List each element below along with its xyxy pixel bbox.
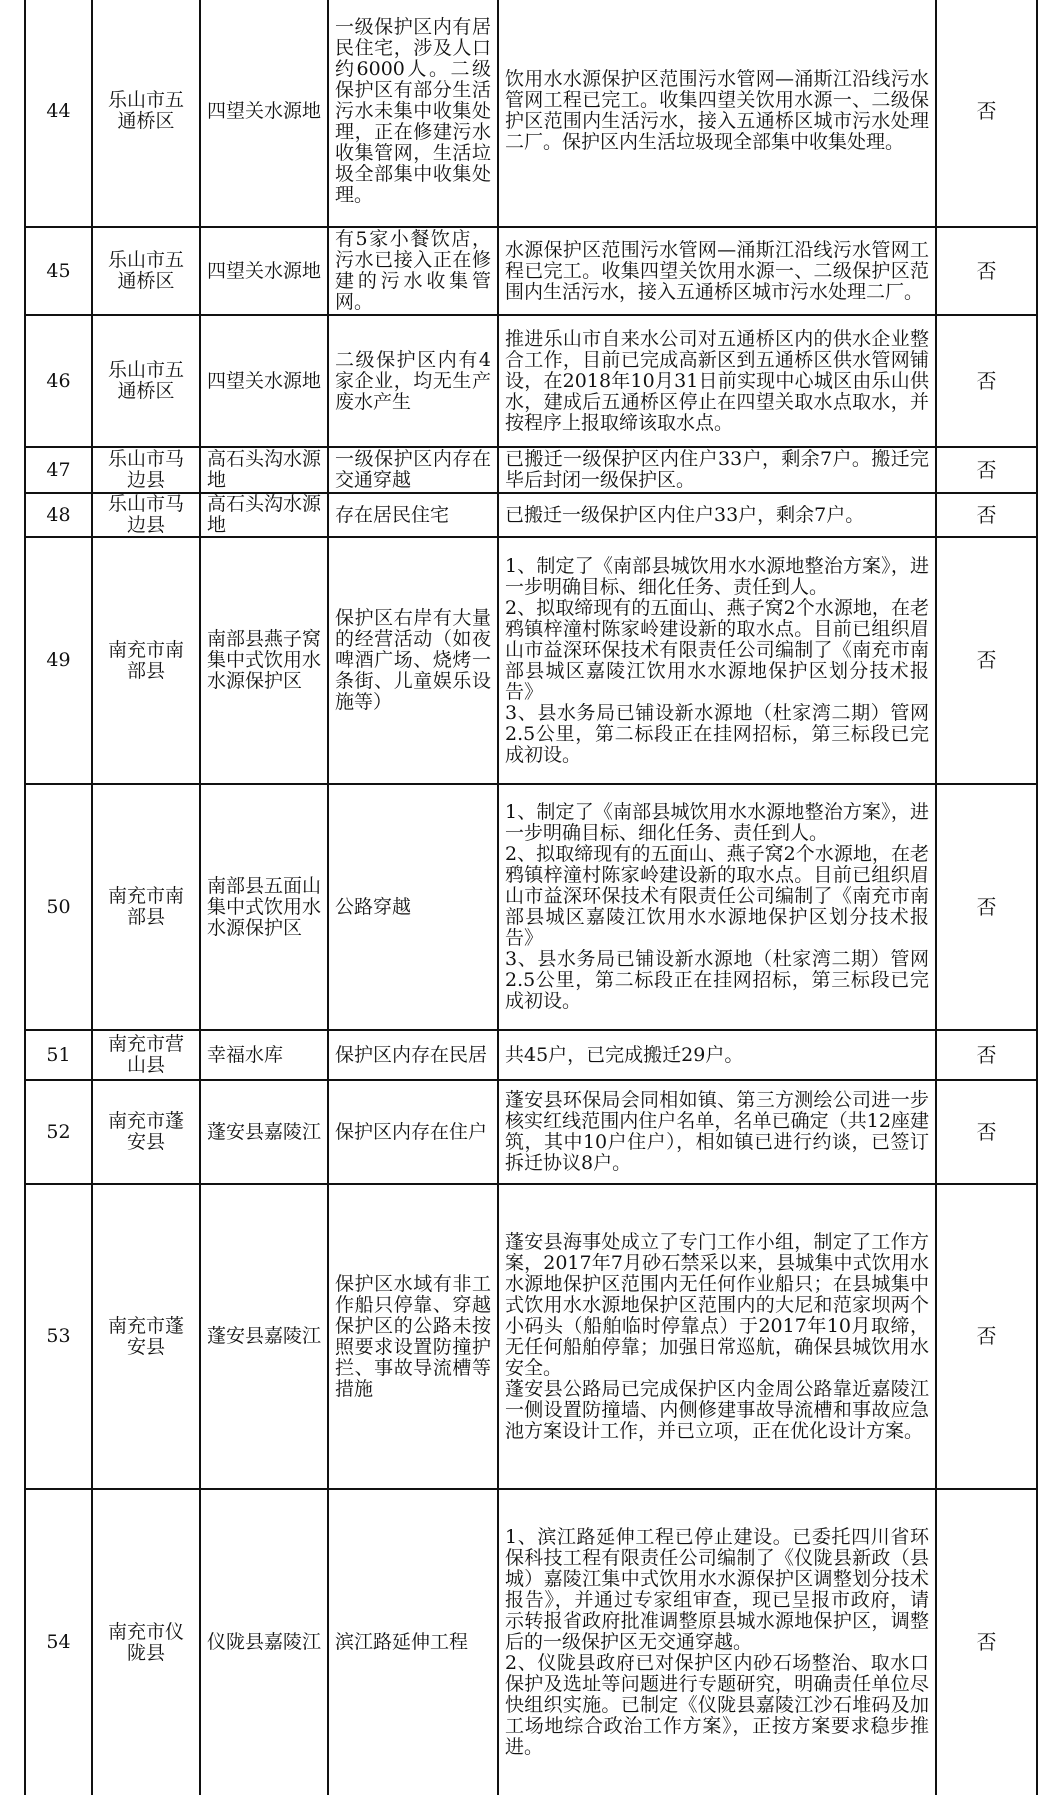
completion-flag-cell: 否 [936, 493, 1037, 537]
city-county-cell: 乐山市五通桥区 [92, 227, 200, 315]
completion-flag-cell: 否 [936, 227, 1037, 315]
table-row [25, 227, 1037, 315]
city-county-cell: 乐山市五通桥区 [92, 0, 200, 227]
progress-cell: 饮用水水源保护区范围污水管网—涌斯江沿线污水管网工程已完工。收集四望关饮用水源一、二级保护区范围内生活污水，接入五通桥区城市污水处理二厂。保护区内生活垃圾现全部集中收集处理。 [498, 0, 936, 227]
row-number: 47 [25, 447, 92, 493]
row-number: 51 [25, 1030, 92, 1080]
problem-cell: 保护区右岸有大量的经营活动（如夜啤酒广场、烧烤一条街、儿童娱乐设施等） [328, 537, 498, 784]
water-source-cell: 南部县五面山集中式饮用水水源保护区 [200, 784, 328, 1030]
progress-cell: 蓬安县海事处成立了专门工作小组，制定了工作方案，2017年7月砂石禁采以来，县城集中式饮用水水源地保护区范围内无任何作业船只；在县城集中式饮用水水源地保护区范围内的大尼和范家坝两个小码头（船舶临时停靠点）于2017年10月取缔，无任何船舶停靠；加强日常巡航，确保县城饮用水安全。 蓬安县公路局已完成保护区内金周公路靠近嘉陵江一侧设置防撞墙、内侧修建事故导流槽和事故应急池方案设计工作，并已立项，正在优化设计方案。 [498, 1184, 936, 1489]
water-source-cell: 四望关水源地 [200, 315, 328, 447]
city-county-cell: 南充市蓬安县 [92, 1184, 200, 1489]
water-source-cell: 仪陇县嘉陵江 [200, 1489, 328, 1795]
completion-flag-cell: 否 [936, 784, 1037, 1030]
water-source-cell: 蓬安县嘉陵江 [200, 1184, 328, 1489]
progress-cell: 1、制定了《南部县城饮用水水源地整治方案》，进一步明确目标、细化任务、责任到人。 2、拟取缔现有的五面山、燕子窝2个水源地，在老鸦镇梓潼村陈家岭建设新的取水点。目前已组织眉山市益深环保技术有限责任公司编制了《南充市南部县城区嘉陵江饮用水水源地保护区划分技术报告》 3、县水务局已铺设新水源地（杜家湾二期）管网2.5公里，第二标段正在挂网招标，第三标段已完成初设。 [498, 537, 936, 784]
completion-flag-cell: 否 [936, 0, 1037, 227]
completion-flag-cell: 否 [936, 447, 1037, 493]
water-source-cell: 高石头沟水源地 [200, 447, 328, 493]
row-number: 54 [25, 1489, 92, 1795]
progress-cell: 水源保护区范围污水管网—涌斯江沿线污水管网工程已完工。收集四望关饮用水源一、二级保护区范围内生活污水，接入五通桥区城市污水处理二厂。 [498, 227, 936, 315]
completion-flag-cell: 否 [936, 537, 1037, 784]
problem-cell: 存在居民住宅 [328, 493, 498, 537]
city-county-cell: 南充市蓬安县 [92, 1080, 200, 1184]
progress-cell: 共45户，已完成搬迁29户。 [498, 1030, 936, 1080]
problem-cell: 保护区内存在民居 [328, 1030, 498, 1080]
table-row [25, 1489, 1037, 1795]
city-county-cell: 南充市南部县 [92, 784, 200, 1030]
problem-cell: 滨江路延伸工程 [328, 1489, 498, 1795]
completion-flag-cell: 否 [936, 1080, 1037, 1184]
city-county-cell: 乐山市马边县 [92, 447, 200, 493]
completion-flag-cell: 否 [936, 1184, 1037, 1489]
row-number: 48 [25, 493, 92, 537]
table-row [25, 315, 1037, 447]
city-county-cell: 南充市营山县 [92, 1030, 200, 1080]
completion-flag-cell: 否 [936, 315, 1037, 447]
row-number: 46 [25, 315, 92, 447]
row-number: 45 [25, 227, 92, 315]
row-number: 53 [25, 1184, 92, 1489]
problem-cell: 一级保护区内存在交通穿越 [328, 447, 498, 493]
table-row [25, 1080, 1037, 1184]
table-row [25, 0, 1037, 227]
problem-cell: 保护区内存在住户 [328, 1080, 498, 1184]
row-number: 50 [25, 784, 92, 1030]
progress-cell: 已搬迁一级保护区内住户33户，剩余7户。 [498, 493, 936, 537]
progress-cell: 蓬安县环保局会同相如镇、第三方测绘公司进一步核实红线范围内住户名单，名单已确定（共12座建筑，其中10户住户），相如镇已进行约谈，已签订拆迁协议8户。 [498, 1080, 936, 1184]
table-row [25, 784, 1037, 1030]
problem-cell: 一级保护区内有居民住宅，涉及人口约6000人。二级保护区有部分生活污水未集中收集处理，正在修建污水收集管网，生活垃圾全部集中收集处理。 [328, 0, 498, 227]
progress-cell: 1、滨江路延伸工程已停止建设。已委托四川省环保科技工程有限责任公司编制了《仪陇县新政（县城）嘉陵江集中式饮用水水源保护区调整划分技术报告》，并通过专家组审查，现已呈报市政府，请示转报省政府批准调整原县城水源地保护区，调整后的一级保护区无交通穿越。 2、仪陇县政府已对保护区内砂石场整治、取水口保护及选址等问题进行专题研究，明确责任单位尽快组织实施。已制定《仪陇县嘉陵江沙石堆码及加工场地综合政治工作方案》，正按方案要求稳步推进。 [498, 1489, 936, 1795]
row-number: 52 [25, 1080, 92, 1184]
row-number: 44 [25, 0, 92, 227]
city-county-cell: 乐山市马边县 [92, 493, 200, 537]
water-source-cell: 南部县燕子窝集中式饮用水水源保护区 [200, 537, 328, 784]
table-row [25, 493, 1037, 537]
problem-cell: 保护区水域有非工作船只停靠、穿越保护区的公路未按照要求设置防撞护拦、事故导流槽等措施 [328, 1184, 498, 1489]
problem-cell: 公路穿越 [328, 784, 498, 1030]
water-source-cell: 蓬安县嘉陵江 [200, 1080, 328, 1184]
progress-cell: 推进乐山市自来水公司对五通桥区内的供水企业整合工作，目前已完成高新区到五通桥区供水管网铺设，在2018年10月31日前实现中心城区由乐山供水，建成后五通桥区停止在四望关取水点取水，并按程序上报取缔该取水点。 [498, 315, 936, 447]
rectification-table [24, 0, 1038, 1795]
water-source-cell: 高石头沟水源地 [200, 493, 328, 537]
water-source-cell: 四望关水源地 [200, 227, 328, 315]
problem-cell: 二级保护区内有4家企业，均无生产废水产生 [328, 315, 498, 447]
table-row [25, 1184, 1037, 1489]
table-row [25, 1030, 1037, 1080]
table-row [25, 537, 1037, 784]
completion-flag-cell: 否 [936, 1489, 1037, 1795]
problem-cell: 有5家小餐饮店，污水已接入正在修建的污水收集管网。 [328, 227, 498, 315]
water-source-cell: 四望关水源地 [200, 0, 328, 227]
city-county-cell: 南充市仪陇县 [92, 1489, 200, 1795]
progress-cell: 1、制定了《南部县城饮用水水源地整治方案》，进一步明确目标、细化任务、责任到人。 2、拟取缔现有的五面山、燕子窝2个水源地，在老鸦镇梓潼村陈家岭建设新的取水点。目前已组织眉山市益深环保技术有限责任公司编制了《南充市南部县城区嘉陵江饮用水水源地保护区划分技术报告》 3、县水务局已铺设新水源地（杜家湾二期）管网2.5公里，第二标段正在挂网招标，第三标段已完成初设。 [498, 784, 936, 1030]
table-row [25, 447, 1037, 493]
city-county-cell: 南充市南部县 [92, 537, 200, 784]
city-county-cell: 乐山市五通桥区 [92, 315, 200, 447]
water-source-cell: 幸福水库 [200, 1030, 328, 1080]
completion-flag-cell: 否 [936, 1030, 1037, 1080]
row-number: 49 [25, 537, 92, 784]
progress-cell: 已搬迁一级保护区内住户33户，剩余7户。搬迁完毕后封闭一级保护区。 [498, 447, 936, 493]
